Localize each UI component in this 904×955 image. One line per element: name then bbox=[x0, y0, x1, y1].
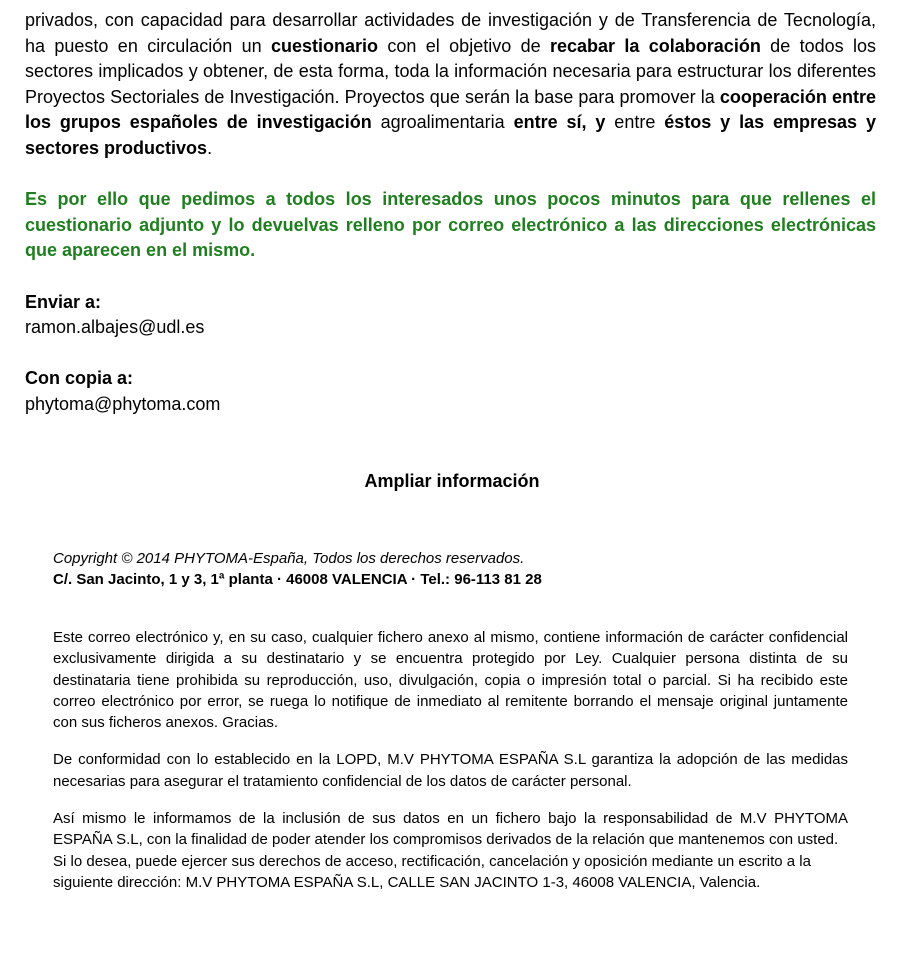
footer bbox=[53, 548, 848, 590]
legal-data-file: Así mismo le informamos de la inclusión de sus datos en un fichero bajo la responsabilidad de M.V PHYTOMA ESPAÑA S.L, con la finalidad de poder atender los compromisos derivados de la relación que mantenemos con usted. bbox=[53, 810, 848, 849]
intro-text-2: con el objetivo de bbox=[378, 35, 550, 56]
email-body bbox=[25, 8, 876, 418]
intro-text-4: agroalimentaria bbox=[371, 112, 514, 133]
copyright-text: Copyright © 2014 PHYTOMA-España, Todos los derechos reservados. bbox=[53, 550, 525, 567]
intro-text-5: entre bbox=[605, 112, 665, 133]
legal-notice bbox=[53, 627, 848, 909]
intro-bold-collaboration: recabar la colaboración bbox=[549, 35, 761, 56]
send-to-block bbox=[25, 290, 876, 341]
address-text: C/. San Jacinto, 1 y 3, 1ª planta · 46008 VALENCIA · Tel.: 96-113 81 28 bbox=[53, 571, 542, 588]
legal-lopd: De conformidad con lo establecido en la LOPD, M.V PHYTOMA ESPAÑA S.L garantiza la adopción de las medidas necesarias para asegurar el tratamiento confidencial de los datos de carácter personal. bbox=[53, 751, 848, 790]
send-to-label: Enviar a: bbox=[25, 291, 102, 312]
intro-text-1: privados, con capacidad para desarrollar actividades de investigación y de Transferencia de Tecnología, ha puesto en circulación un bbox=[25, 10, 876, 56]
intro-text-6: . bbox=[207, 137, 213, 158]
request-paragraph: Es por ello que pedimos a todos los interesados unos pocos minutos para que rellenes el cuestionario adjunto y lo devuelvas relleno por correo electrónico a las direcciones electrónicas que aparecen en el mismo. bbox=[25, 189, 876, 261]
copy-to-block bbox=[25, 366, 876, 417]
legal-confidentiality: Este correo electrónico y, en su caso, cualquier fichero anexo al mismo, contiene información de carácter confidencial exclusivamente dirigida a su destinatario y se encuentra protegido por Ley. Cualquier persona distinta de su destinataria tiene prohibida su reproducción, uso, divulgación, copia o impresión total o parcial. Si ha recibido este correo electrónico por error, se ruega lo notifique de inmediato al remitente borrando el mensaje original juntamente con sus ficheros anexos. Gracias. bbox=[53, 629, 848, 732]
intro-text-3: de todos los sectores implicados y obtener, de esta forma, toda la información necesaria para estructurar los diferentes Proyectos Sectoriales de Investigación. Proyectos que serán la base para promover la bbox=[25, 35, 876, 107]
intro-bold-companies: éstos y las empresas y sectores productivos bbox=[25, 112, 876, 158]
intro-bold-cooperation: cooperación entre los grupos españoles de investigación bbox=[25, 86, 876, 133]
send-to-email[interactable]: ramon.albajes@udl.es bbox=[25, 317, 205, 338]
intro-bold-questionnaire: cuestionario bbox=[271, 35, 379, 56]
intro-paragraph bbox=[25, 8, 876, 162]
more-info-link[interactable]: Ampliar información bbox=[364, 471, 540, 491]
legal-rights: Si lo desea, puede ejercer sus derechos de acceso, rectificación, cancelación y oposición mediante un escrito a la siguiente dirección: M.V PHYTOMA ESPAÑA S.L, CALLE SAN JACINTO 1-3, 46008 VALENCIA, Valencia. bbox=[53, 852, 811, 891]
intro-bold-between: entre sí, y bbox=[513, 112, 606, 133]
copy-to-email[interactable]: phytoma@phytoma.com bbox=[25, 393, 221, 414]
copy-to-label: Con copia a: bbox=[25, 368, 134, 389]
